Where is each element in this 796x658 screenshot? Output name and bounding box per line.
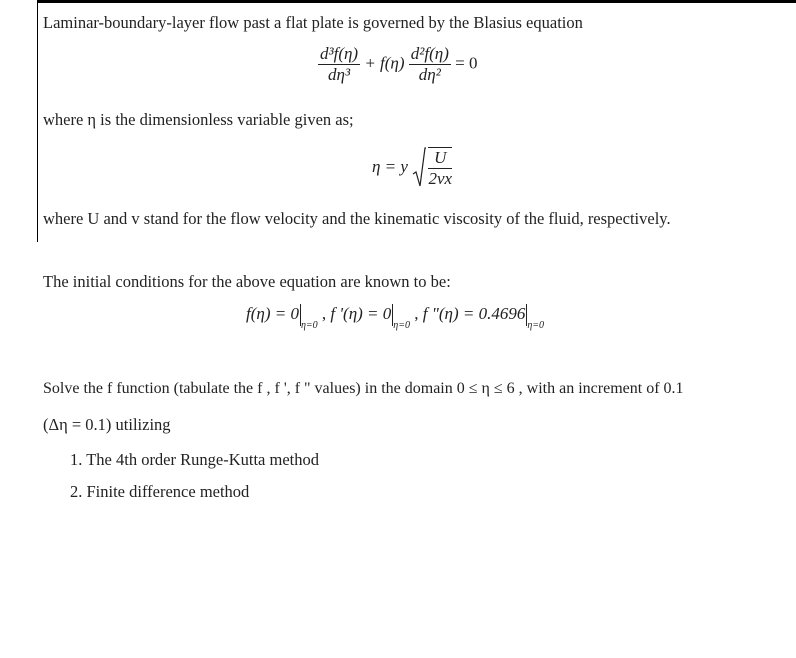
second-derivative-fraction (409, 44, 451, 85)
ic-fprime-sub: η=0 (393, 320, 410, 331)
ic-fdoubleprime-sub: η=0 (527, 320, 545, 331)
left-border (37, 0, 38, 242)
increment-text: (Δη = 0.1) utilizing (43, 415, 171, 434)
solve-instruction-text: Solve the f function (tabulate the f , f ', f " values) in the domain 0 ≤ η ≤ 6 , with an increment of 0.1 (43, 380, 684, 397)
sqrt-denominator: 2vx (428, 169, 453, 188)
ic-fprime: f '(η) = 0 (330, 304, 392, 323)
ic-f-sub: η=0 (300, 320, 318, 331)
eta-equation (372, 146, 452, 190)
initial-conditions (246, 304, 544, 331)
eta-lhs: η = y (372, 156, 408, 176)
sqrt-fraction (428, 147, 452, 189)
initial-conditions-text: The initial conditions for the above equation are known to be: (43, 272, 451, 291)
plus-f-term: + f(η) (364, 53, 405, 73)
second-derivative-denominator: dη² (418, 65, 441, 84)
method-item-1: 1. The 4th order Runge-Kutta method (70, 450, 319, 469)
equation-rhs: = 0 (455, 53, 478, 73)
top-border (37, 0, 796, 3)
eta-definition-text: where η is the dimensionless variable given as; (43, 110, 354, 129)
sqrt-symbol (412, 146, 452, 190)
third-derivative-numerator: d³f(η) (320, 44, 359, 63)
third-derivative-fraction (318, 44, 360, 85)
variables-description-text: where U and v stand for the flow velocity and the kinematic viscosity of the fluid, respectively. (43, 209, 671, 228)
second-derivative-numerator: d²f(η) (410, 44, 449, 63)
blasius-equation (318, 44, 477, 85)
intro-text: Laminar-boundary-layer flow past a flat plate is governed by the Blasius equation (43, 13, 583, 32)
sqrt-numerator: U (428, 148, 452, 169)
ic-sep-2: , (414, 304, 419, 323)
ic-fdoubleprime: f "(η) = 0.4696 (422, 304, 526, 323)
third-derivative-denominator: dη³ (328, 65, 351, 84)
radical-icon (412, 146, 426, 190)
method-item-2: 2. Finite difference method (70, 482, 250, 501)
ic-sep-1: , (321, 304, 327, 323)
ic-f: f(η) = 0 (246, 304, 299, 323)
